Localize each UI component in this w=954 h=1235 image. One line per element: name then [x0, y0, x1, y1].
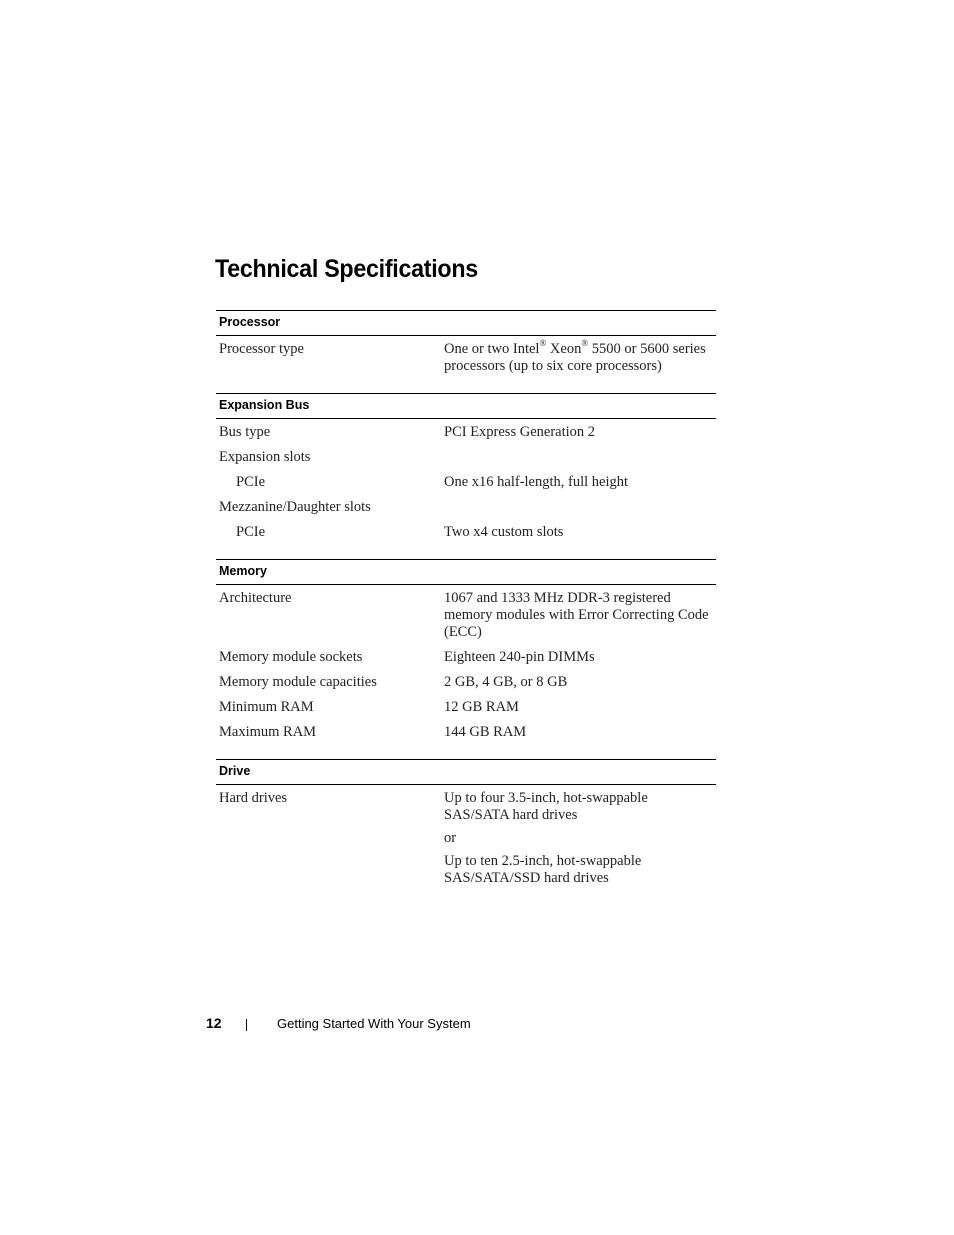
page-title: Technical Specifications: [215, 255, 478, 283]
spec-value: One or two Intel® Xeon® 5500 or 5600 series processors (up to six core processors): [444, 338, 706, 374]
section-heading: Memory: [216, 559, 716, 585]
footer-doc-title: Getting Started With Your System: [277, 1015, 471, 1031]
section-heading: Expansion Bus: [216, 393, 716, 419]
spec-value: [444, 790, 716, 887]
spec-label: Architecture: [219, 590, 292, 606]
spec-label: PCIe: [236, 524, 265, 540]
spec-value: 2 GB, 4 GB, or 8 GB: [444, 674, 568, 690]
spec-row: [216, 699, 716, 716]
section-heading: Processor: [216, 310, 716, 336]
spec-value: 1067 and 1333 MHz DDR-3 registered memory modules with Error Correcting Code (ECC): [444, 590, 709, 640]
section-heading: Drive: [216, 759, 716, 785]
page-number: 12: [206, 1015, 222, 1031]
spec-label: Hard drives: [219, 790, 288, 806]
spec-label: Expansion slots: [219, 449, 311, 465]
section-expansion-bus: [216, 393, 716, 541]
spec-value: 144 GB RAM: [444, 724, 527, 740]
page-footer: [206, 1015, 471, 1031]
section-processor: [216, 310, 716, 375]
spec-label: Bus type: [219, 424, 271, 440]
spec-row: [216, 724, 716, 741]
spec-row: [216, 449, 716, 466]
spec-value: One x16 half-length, full height: [444, 474, 629, 490]
spec-value: 12 GB RAM: [444, 699, 519, 715]
section-drive: [216, 759, 716, 887]
spec-value-line: Up to four 3.5-inch, hot-swappable SAS/SATA hard drives: [444, 790, 648, 823]
spec-row: [216, 474, 716, 491]
spec-row: [216, 338, 716, 375]
spec-label: Memory module capacities: [219, 674, 377, 690]
spec-value-line: Up to ten 2.5-inch, hot-swappable SAS/SATA/SSD hard drives: [444, 853, 642, 886]
spec-value: PCI Express Generation 2: [444, 424, 596, 440]
spec-row: [216, 424, 716, 441]
section-memory: [216, 559, 716, 741]
spec-value-line: or: [444, 830, 457, 846]
spec-label: Mezzanine/Daughter slots: [219, 499, 371, 515]
spec-label: Memory module sockets: [219, 649, 363, 665]
spec-value: Two x4 custom slots: [444, 524, 564, 540]
spec-row: [216, 674, 716, 691]
spec-row: [216, 649, 716, 666]
footer-divider: [246, 1019, 247, 1031]
spec-row: [216, 790, 716, 887]
spec-row: [216, 590, 716, 641]
spec-label: PCIe: [236, 474, 265, 490]
spec-row: [216, 524, 716, 541]
spec-table: [216, 310, 716, 905]
spec-value: [444, 449, 716, 466]
spec-label: Maximum RAM: [219, 724, 317, 740]
spec-label: Minimum RAM: [219, 699, 314, 715]
spec-value: [444, 499, 716, 516]
spec-label: Processor type: [219, 341, 304, 357]
spec-row: [216, 499, 716, 516]
spec-value: Eighteen 240-pin DIMMs: [444, 649, 595, 665]
